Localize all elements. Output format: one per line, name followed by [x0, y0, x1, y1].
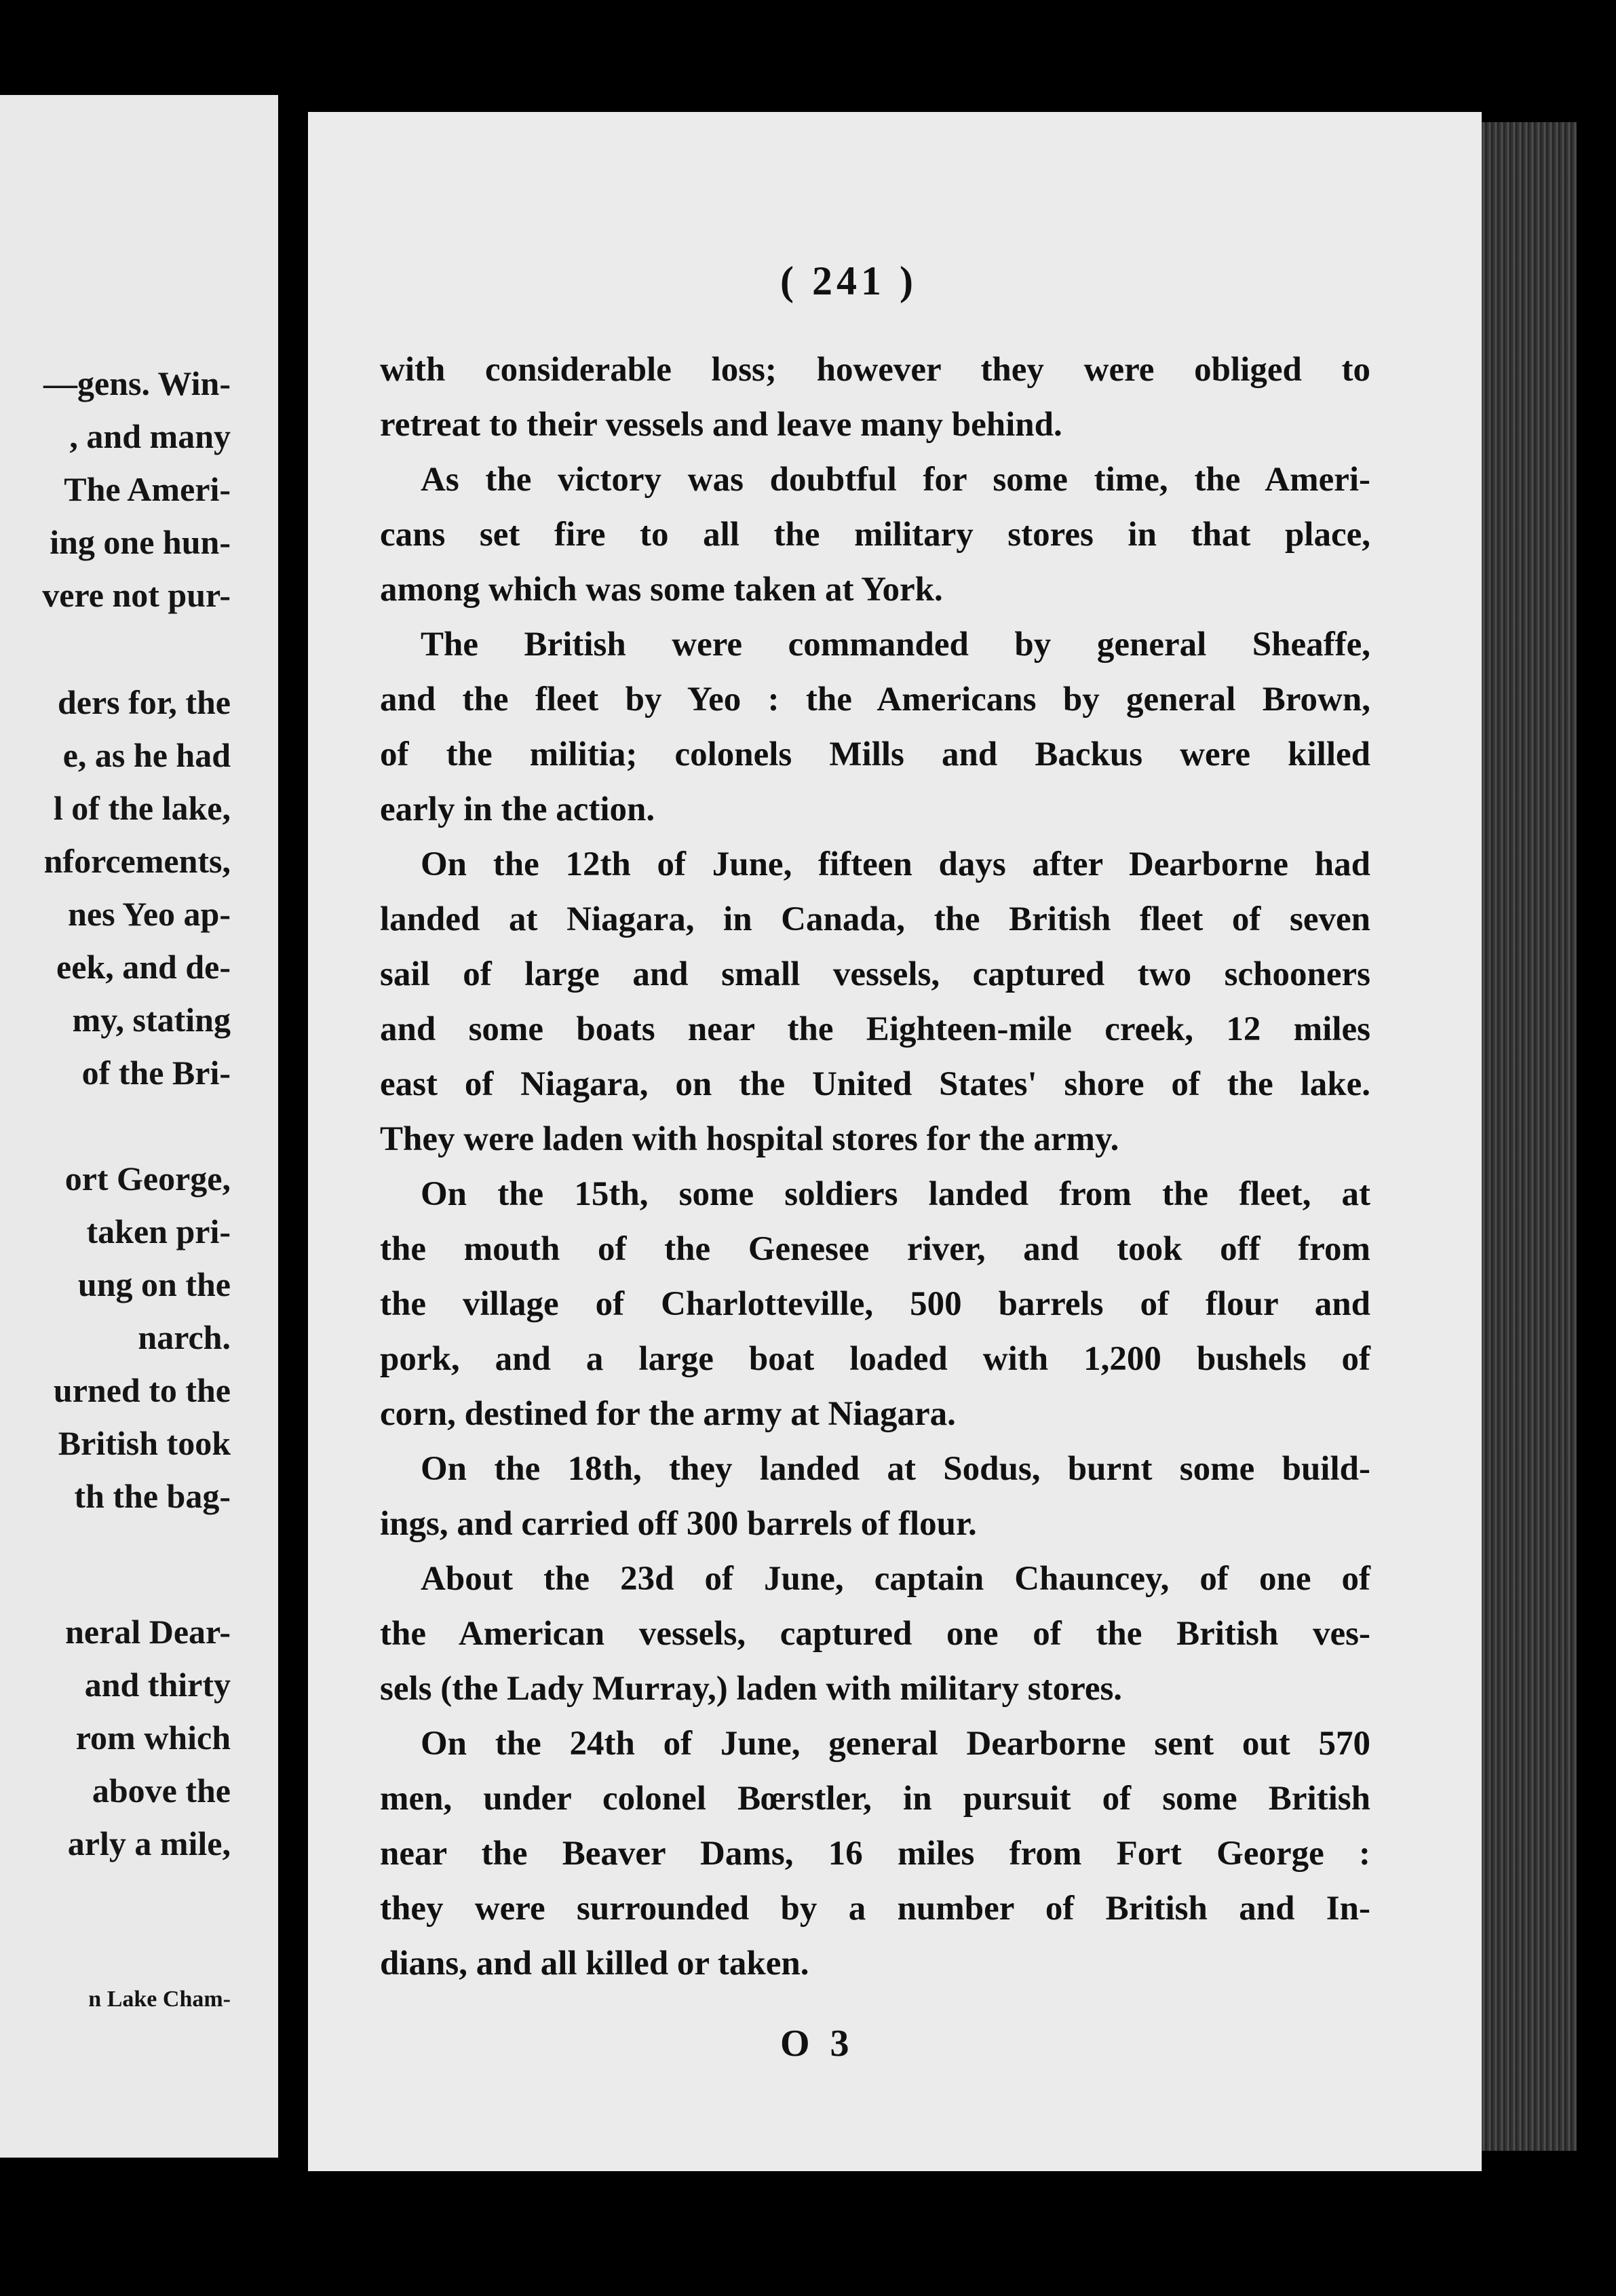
left-line: —gens. Win-	[43, 364, 231, 402]
left-line: l of the lake,	[53, 789, 231, 827]
text-line: On the 12th of June, fifteen days after Dearborne had	[421, 845, 1370, 883]
text-line: They were laden with hospital stores for the army.	[380, 1120, 1119, 1158]
left-line: e, as he had	[62, 736, 231, 774]
left-line: vere not pur-	[42, 576, 231, 614]
text-line: retreat to their vessels and leave many behind.	[380, 406, 1062, 444]
left-footnote-line: n Lake Cham-	[88, 1987, 231, 2012]
text-line: and the fleet by Yeo : the Americans by general Brown,	[380, 681, 1370, 719]
book-gutter	[278, 95, 308, 2171]
text-line: On the 24th of June, general Dearborne sent out 570	[421, 1725, 1370, 1763]
text-line: pork, and a large boat loaded with 1,200 bushels of	[380, 1340, 1370, 1378]
left-line: arly a mile,	[67, 1824, 231, 1862]
text-line: sail of large and small vessels, captured two schooners	[380, 955, 1370, 993]
text-line: The British were commanded by general Sheaffe,	[421, 626, 1370, 664]
text-line: sels (the Lady Murray,) laden with military stores.	[380, 1670, 1123, 1708]
text-line: east of Niagara, on the United States' shore of the lake.	[380, 1065, 1370, 1103]
text-line: landed at Niagara, in Canada, the British fleet of seven	[380, 900, 1370, 938]
page-fore-edge	[1482, 122, 1577, 2151]
left-line: , and many	[69, 417, 231, 455]
left-line: nes Yeo ap-	[68, 895, 231, 933]
left-line: th the bag-	[74, 1477, 231, 1515]
left-line: of the Bri-	[81, 1054, 231, 1092]
left-line: urned to the	[53, 1371, 231, 1409]
left-line: ort George,	[64, 1160, 231, 1198]
left-line: ung on the	[77, 1265, 231, 1303]
page-number: ( 241 )	[780, 259, 917, 303]
text-line: of the militia; colonels Mills and Backus were killed	[380, 735, 1370, 773]
left-line: eek, and de-	[56, 948, 231, 986]
left-line: rom which	[75, 1719, 231, 1757]
text-line: men, under colonel Bœrstler, in pursuit of some British	[380, 1780, 1370, 1818]
text-line: early in the action.	[380, 790, 655, 828]
text-line: the village of Charlotteville, 500 barrels of flour and	[380, 1285, 1370, 1323]
text-line: the mouth of the Genesee river, and took off from	[380, 1230, 1370, 1268]
left-line: neral Dear-	[65, 1613, 231, 1651]
left-line: ing one hun-	[50, 523, 231, 561]
text-line: On the 15th, some soldiers landed from the fleet, at	[421, 1175, 1370, 1213]
text-line: corn, destined for the army at Niagara.	[380, 1395, 956, 1433]
left-facing-page	[0, 95, 278, 2158]
left-line: taken pri-	[86, 1212, 231, 1250]
text-line: As the victory was doubtful for some time, the Ameri-	[421, 461, 1370, 499]
text-line: the American vessels, captured one of the British ves-	[380, 1615, 1370, 1653]
left-line: narch.	[138, 1318, 231, 1356]
text-line: cans set fire to all the military stores in that place,	[380, 516, 1370, 554]
text-line: About the 23d of June, captain Chauncey, of one of	[421, 1560, 1370, 1598]
left-line: and thirty	[84, 1666, 231, 1704]
text-line: near the Beaver Dams, 16 miles from Fort George :	[380, 1835, 1370, 1873]
left-line: The Ameri-	[64, 470, 231, 508]
text-line: they were surrounded by a number of British and In-	[380, 1890, 1370, 1928]
left-line: nforcements,	[43, 842, 231, 880]
left-line: ders for, the	[57, 683, 231, 721]
text-line: ings, and carried off 300 barrels of flour.	[380, 1505, 977, 1543]
text-line: among which was some taken at York.	[380, 571, 943, 609]
left-line: above the	[92, 1772, 231, 1810]
text-line: with considerable loss; however they were obliged to	[380, 351, 1370, 389]
text-line: and some boats near the Eighteen-mile creek, 12 miles	[380, 1010, 1370, 1048]
text-line: On the 18th, they landed at Sodus, burnt some build-	[421, 1450, 1370, 1488]
left-line: my, stating	[72, 1001, 231, 1039]
left-line: British took	[58, 1424, 231, 1462]
signature-mark: O 3	[780, 2023, 855, 2065]
text-line: dians, and all killed or taken.	[380, 1945, 809, 1983]
